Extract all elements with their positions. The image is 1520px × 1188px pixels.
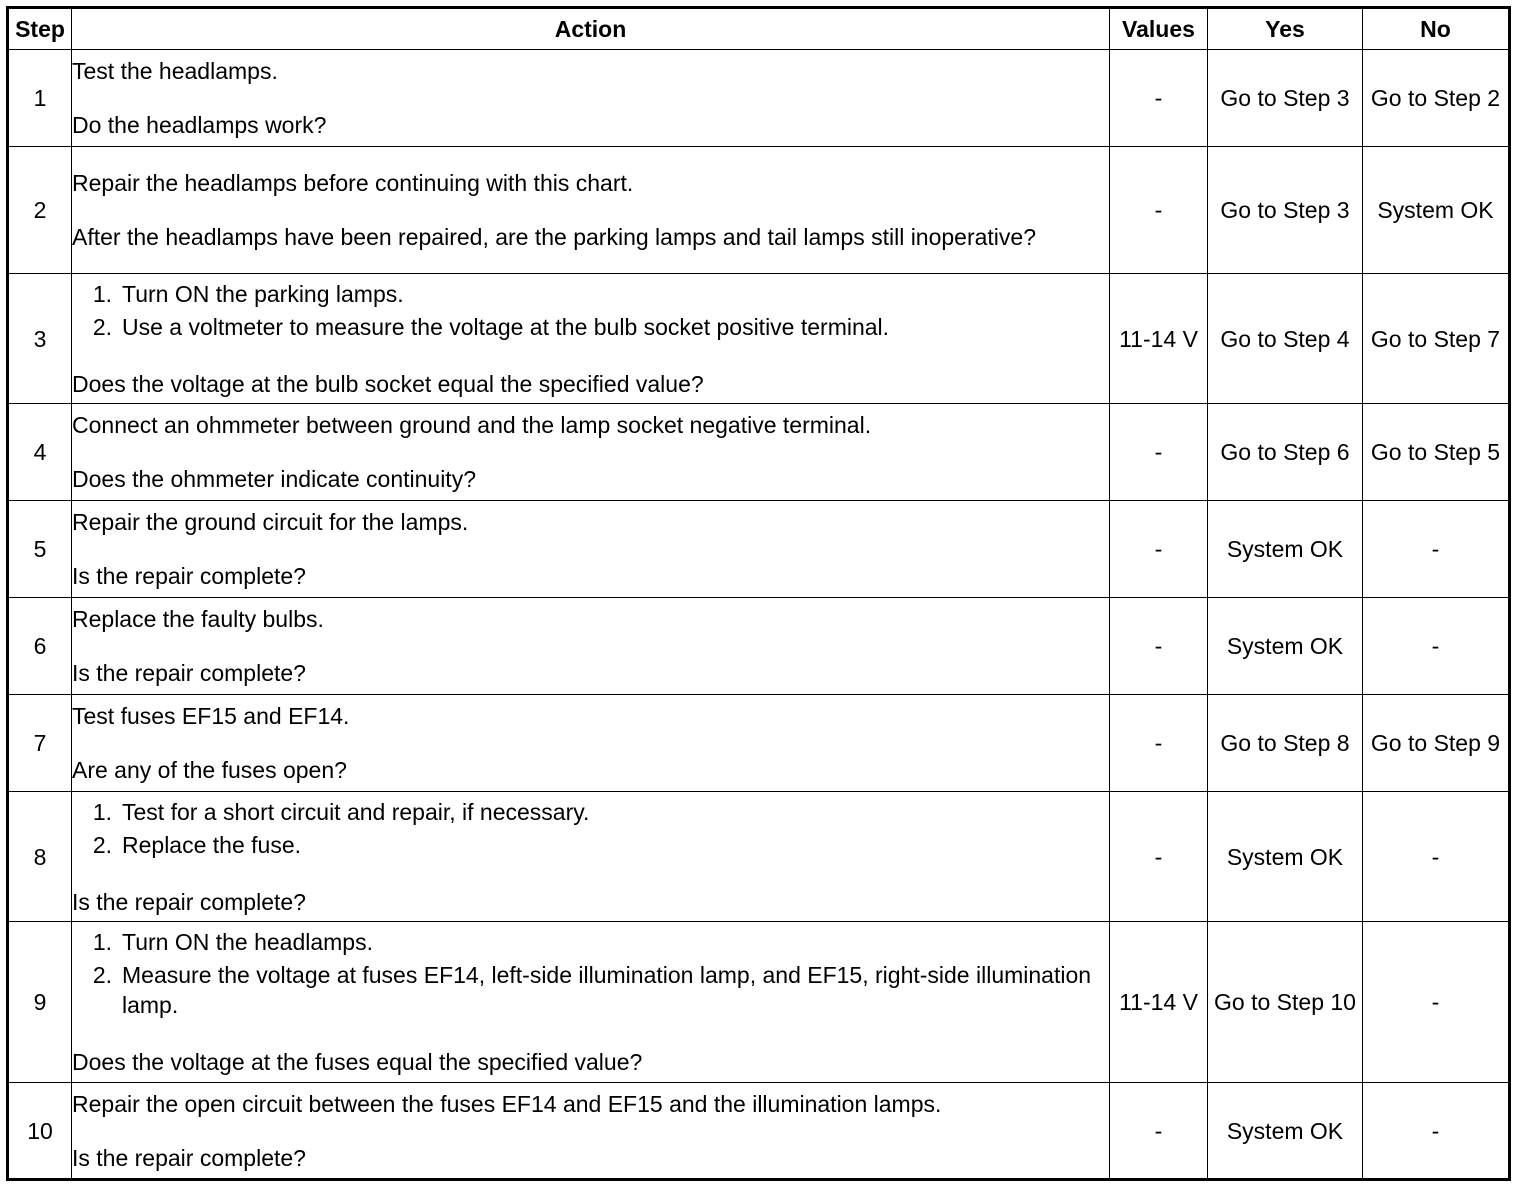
values-cell: 11-14 V (1110, 922, 1208, 1083)
column-header-step: Step (8, 8, 72, 50)
action-question: Does the voltage at the fuses equal the specified value? (72, 1049, 643, 1075)
action-substep: Replace the fuse. (122, 831, 302, 858)
action-question: Do the headlamps work? (72, 112, 327, 138)
table-row (8, 147, 1510, 274)
column-header-action: Action (72, 8, 1110, 50)
action-gap (72, 1119, 1109, 1143)
step-number: 7 (8, 695, 72, 792)
action-intro: Repair the open circuit between the fuses EF14 and EF15 and the illumination lamps. (72, 1090, 942, 1117)
action-substep: Test for a short circuit and repair, if necessary. (122, 798, 590, 825)
action-gap (72, 86, 1109, 110)
action-gap (72, 731, 1109, 755)
step-number: 2 (8, 147, 72, 274)
yes-cell: System OK (1208, 501, 1363, 598)
table-row (8, 50, 1510, 147)
action-substeps (72, 797, 1109, 860)
no-cell: Go to Step 5 (1363, 404, 1510, 501)
action-gap (72, 345, 1109, 369)
values-cell: - (1110, 598, 1208, 695)
yes-cell: System OK (1208, 792, 1363, 922)
table-row (8, 404, 1510, 501)
action-substep: Turn ON the parking lamps. (122, 280, 404, 307)
action-intro: Repair the headlamps before continuing with this chart. (72, 170, 634, 196)
diagnostic-table-container (6, 6, 1508, 1181)
action-substeps (72, 279, 1109, 342)
no-cell: - (1363, 501, 1510, 598)
no-cell: - (1363, 1083, 1510, 1180)
column-header-no: No (1363, 8, 1510, 50)
column-header-values: Values (1110, 8, 1208, 50)
action-cell (72, 792, 1110, 922)
yes-cell: Go to Step 6 (1208, 404, 1363, 501)
step-number: 6 (8, 598, 72, 695)
action-question: After the headlamps have been repaired, are the parking lamps and tail lamps still inoperative? (72, 224, 1037, 250)
action-question: Does the ohmmeter indicate continuity? (72, 466, 476, 492)
yes-cell: Go to Step 8 (1208, 695, 1363, 792)
action-intro: Connect an ohmmeter between ground and the lamp socket negative terminal. (72, 412, 872, 438)
table-row (8, 501, 1510, 598)
action-cell (72, 274, 1110, 404)
action-cell (72, 598, 1110, 695)
action-gap (72, 537, 1109, 561)
step-number: 5 (8, 501, 72, 598)
action-intro: Test the headlamps. (72, 58, 278, 84)
action-intro: Test fuses EF15 and EF14. (72, 703, 350, 729)
yes-cell: Go to Step 3 (1208, 147, 1363, 274)
table-row (8, 274, 1510, 404)
no-cell: Go to Step 7 (1363, 274, 1510, 404)
values-cell: 11-14 V (1110, 274, 1208, 404)
action-cell (72, 50, 1110, 147)
action-cell (72, 695, 1110, 792)
yes-cell: System OK (1208, 1083, 1363, 1180)
action-gap (72, 440, 1109, 464)
yes-cell: Go to Step 4 (1208, 274, 1363, 404)
step-number: 4 (8, 404, 72, 501)
no-cell: - (1363, 598, 1510, 695)
no-cell: Go to Step 2 (1363, 50, 1510, 147)
no-cell: - (1363, 922, 1510, 1083)
step-number: 10 (8, 1083, 72, 1180)
table-row (8, 598, 1510, 695)
step-number: 1 (8, 50, 72, 147)
table-header-row (8, 8, 1510, 50)
action-cell (72, 922, 1110, 1083)
action-cell (72, 404, 1110, 501)
values-cell: - (1110, 404, 1208, 501)
action-gap (72, 198, 1109, 222)
values-cell: - (1110, 695, 1208, 792)
values-cell: - (1110, 147, 1208, 274)
yes-cell: Go to Step 10 (1208, 922, 1363, 1083)
action-question: Does the voltage at the bulb socket equal the specified value? (72, 370, 704, 397)
action-question: Are any of the fuses open? (72, 757, 347, 783)
action-substep: Measure the voltage at fuses EF14, left-side illumination lamp, and EF15, right-side illumination lamp. (122, 962, 1092, 1018)
action-gap (72, 634, 1109, 658)
step-number: 3 (8, 274, 72, 404)
action-question: Is the repair complete? (72, 563, 306, 589)
action-question: Is the repair complete? (72, 1144, 306, 1171)
yes-cell: System OK (1208, 598, 1363, 695)
action-cell (72, 501, 1110, 598)
action-question: Is the repair complete? (72, 660, 306, 686)
action-gap (72, 1023, 1109, 1047)
table-row (8, 1083, 1510, 1180)
table-row (8, 792, 1510, 922)
no-cell: - (1363, 792, 1510, 922)
values-cell: - (1110, 50, 1208, 147)
action-substeps (72, 927, 1109, 1020)
action-substep: Use a voltmeter to measure the voltage at the bulb socket positive terminal. (122, 313, 890, 340)
values-cell: - (1110, 792, 1208, 922)
action-cell (72, 1083, 1110, 1180)
action-intro: Replace the faulty bulbs. (72, 606, 324, 632)
step-number: 8 (8, 792, 72, 922)
no-cell: System OK (1363, 147, 1510, 274)
table-row (8, 922, 1510, 1083)
action-cell (72, 147, 1110, 274)
action-substep: Turn ON the headlamps. (122, 929, 373, 955)
table-row (8, 695, 1510, 792)
values-cell: - (1110, 501, 1208, 598)
step-number: 9 (8, 922, 72, 1083)
values-cell: - (1110, 1083, 1208, 1180)
yes-cell: Go to Step 3 (1208, 50, 1363, 147)
action-intro: Repair the ground circuit for the lamps. (72, 509, 469, 535)
diagnostic-table (6, 6, 1511, 1181)
action-question: Is the repair complete? (72, 888, 306, 915)
column-header-yes: Yes (1208, 8, 1363, 50)
action-gap (72, 863, 1109, 887)
no-cell: Go to Step 9 (1363, 695, 1510, 792)
